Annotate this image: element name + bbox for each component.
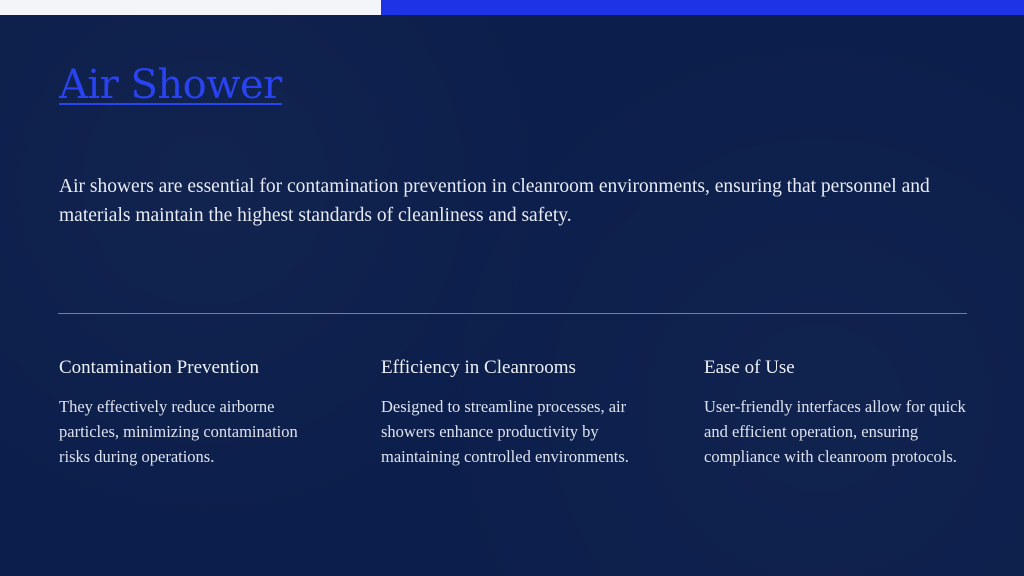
intro-paragraph: Air showers are essential for contamination prevention in cleanroom environments, ensuring that personnel and materials maintain the highest standards of cleanliness and safety.: [59, 176, 930, 226]
feature-column-contamination: [59, 356, 329, 469]
top-bar-light-segment: [0, 0, 381, 15]
feature-heading: Contamination Prevention: [59, 357, 260, 378]
top-bar-accent-segment: [381, 0, 1024, 15]
slide-title-link[interactable]: Air Shower: [59, 62, 282, 108]
feature-body: User-friendly interfaces allow for quick and efficient operation, ensuring compliance with cleanroom protocols.: [704, 397, 966, 466]
section-divider: [58, 313, 967, 314]
feature-column-ease-of-use: [704, 356, 974, 469]
feature-heading: Efficiency in Cleanrooms: [381, 357, 576, 378]
feature-heading: Ease of Use: [704, 357, 795, 378]
feature-body: They effectively reduce airborne particles, minimizing contamination risks during operations.: [59, 397, 298, 466]
feature-body: Designed to streamline processes, air showers enhance productivity by maintaining controlled environments.: [381, 397, 629, 466]
feature-column-efficiency: [381, 356, 651, 469]
top-progress-bar: [0, 0, 1024, 15]
